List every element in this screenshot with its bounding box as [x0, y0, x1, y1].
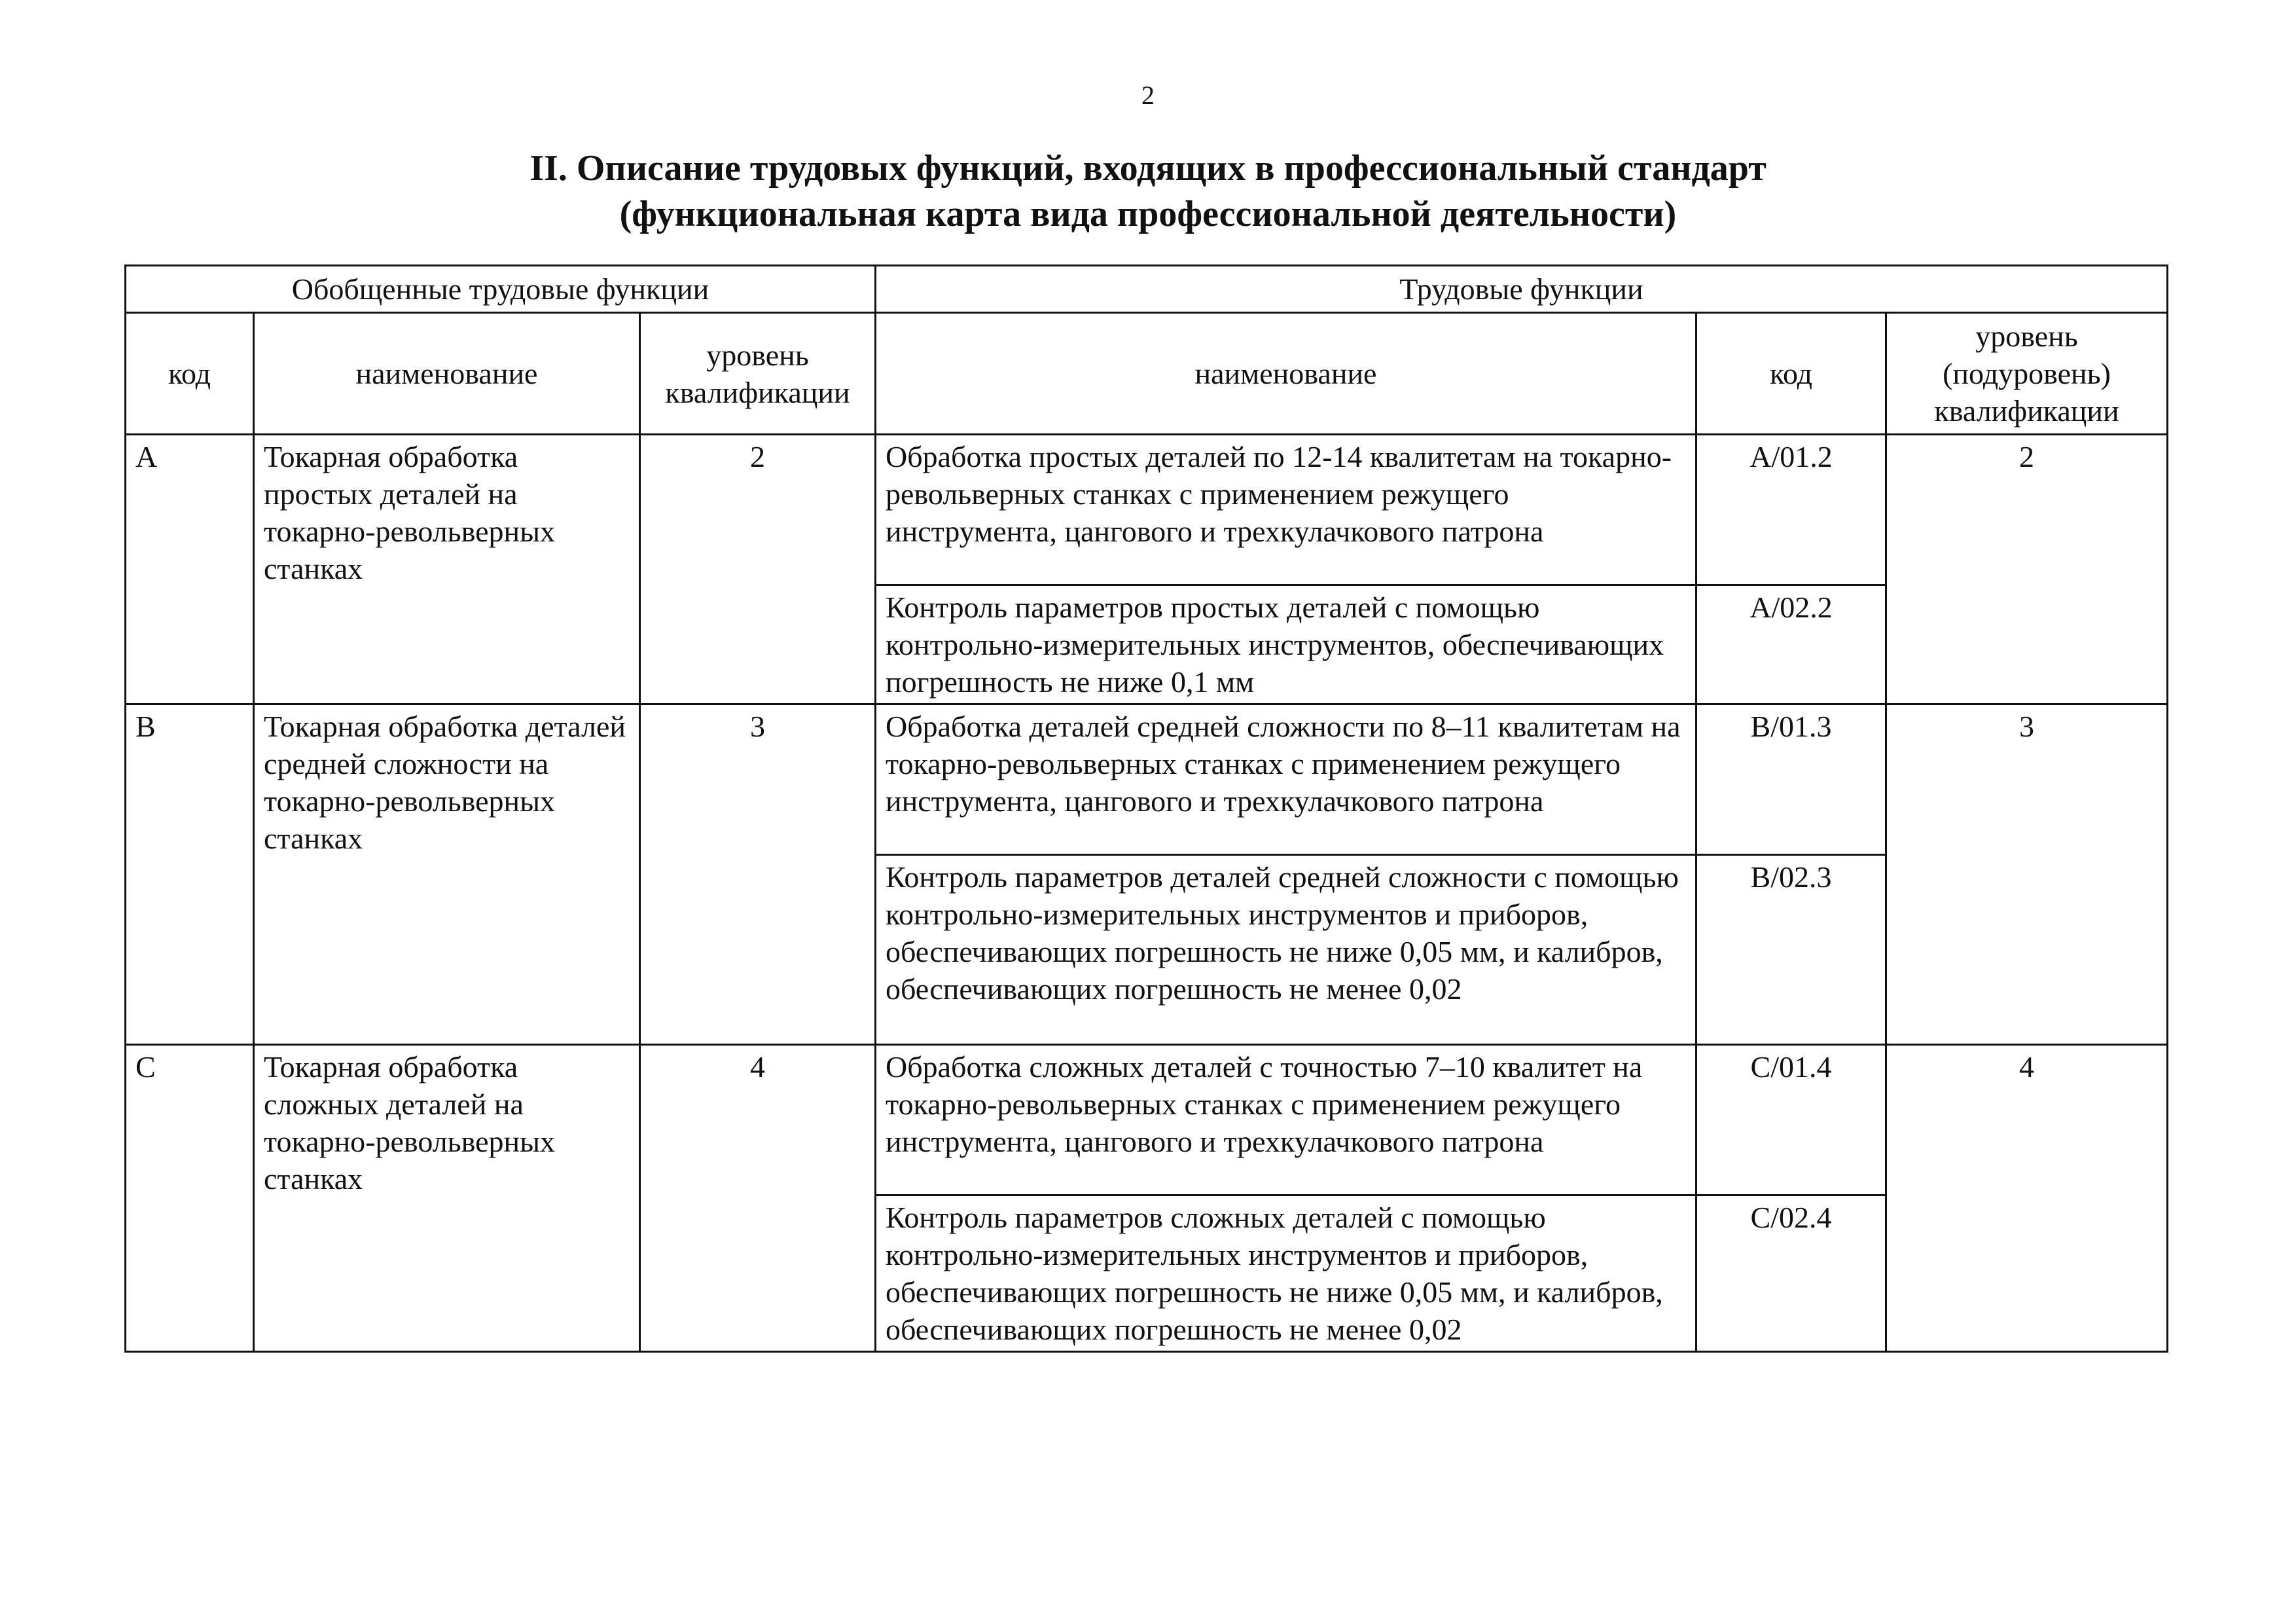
- col-header-name: наименование: [254, 313, 640, 435]
- col-header-tf-code: код: [1696, 313, 1886, 435]
- functional-map-table: [124, 264, 2168, 1353]
- group-name: Токарная обработка простых деталей на токарно-револьверных станках: [254, 435, 640, 704]
- section-title: [0, 145, 2296, 237]
- group-level: 2: [640, 435, 876, 704]
- group-level: 4: [640, 1045, 876, 1352]
- function-sublevel: 3: [1886, 704, 2168, 1045]
- col-header-level: уровень квалификации: [640, 313, 876, 435]
- group-name: Токарная обработка сложных деталей на токарно-револьверных станках: [254, 1045, 640, 1352]
- function-name: Обработка деталей средней сложности по 8–11 квалитетам на токарно-револьверных станках с применением режущего инструмента, цангового и трехкулачкового патрона: [876, 704, 1696, 855]
- group-level: 3: [640, 704, 876, 1045]
- function-name: Обработка сложных деталей с точностью 7–10 квалитет на токарно-револьверных станках с применением режущего инструмента, цангового и трехкулачкового патрона: [876, 1045, 1696, 1195]
- function-code: C/02.4: [1696, 1195, 1886, 1352]
- section-title-line-1: II. Описание трудовых функций, входящих в профессиональный стандарт: [529, 148, 1767, 189]
- table-row: [126, 704, 2168, 855]
- column-header-row: [126, 313, 2168, 435]
- group-header-row: [126, 266, 2168, 313]
- col-header-code: код: [126, 313, 254, 435]
- function-code: B/02.3: [1696, 855, 1886, 1045]
- function-sublevel: 2: [1886, 435, 2168, 704]
- function-name: Контроль параметров сложных деталей с помощью контрольно-измерительных инструментов и приборов, обеспечивающих погрешность не ниже 0,05 мм, и калибров, обеспечивающих погрешность не менее 0,02: [876, 1195, 1696, 1352]
- section-title-line-2: (функциональная карта вида профессиональной деятельности): [619, 194, 1677, 234]
- table-row: [126, 435, 2168, 585]
- function-name: Контроль параметров простых деталей с помощью контрольно-измерительных инструментов, обеспечивающих погрешность не ниже 0,1 мм: [876, 585, 1696, 704]
- col-header-sublevel: уровень (подуровень) квалификации: [1886, 313, 2168, 435]
- group-code: A: [126, 435, 254, 704]
- page-number: 2: [1141, 81, 1155, 110]
- function-code: A/01.2: [1696, 435, 1886, 585]
- function-code: C/01.4: [1696, 1045, 1886, 1195]
- labor-functions-header: Трудовые функции: [876, 266, 2168, 313]
- function-name: Контроль параметров деталей средней сложности с помощью контрольно-измерительных инструментов и приборов, обеспечивающих погрешность не ниже 0,05 мм, и калибров, обеспечивающих погрешность не менее 0,02: [876, 855, 1696, 1045]
- function-code: B/01.3: [1696, 704, 1886, 855]
- function-sublevel: 4: [1886, 1045, 2168, 1352]
- function-name: Обработка простых деталей по 12-14 квалитетам на токарно-револьверных станках с применением режущего инструмента, цангового и трехкулачкового патрона: [876, 435, 1696, 585]
- group-code: C: [126, 1045, 254, 1352]
- group-code: B: [126, 704, 254, 1045]
- table-row: [126, 1045, 2168, 1195]
- generalized-functions-header: Обобщенные трудовые функции: [126, 266, 876, 313]
- group-name: Токарная обработка деталей средней сложности на токарно-револьверных станках: [254, 704, 640, 1045]
- function-code: A/02.2: [1696, 585, 1886, 704]
- col-header-tf-name: наименование: [876, 313, 1696, 435]
